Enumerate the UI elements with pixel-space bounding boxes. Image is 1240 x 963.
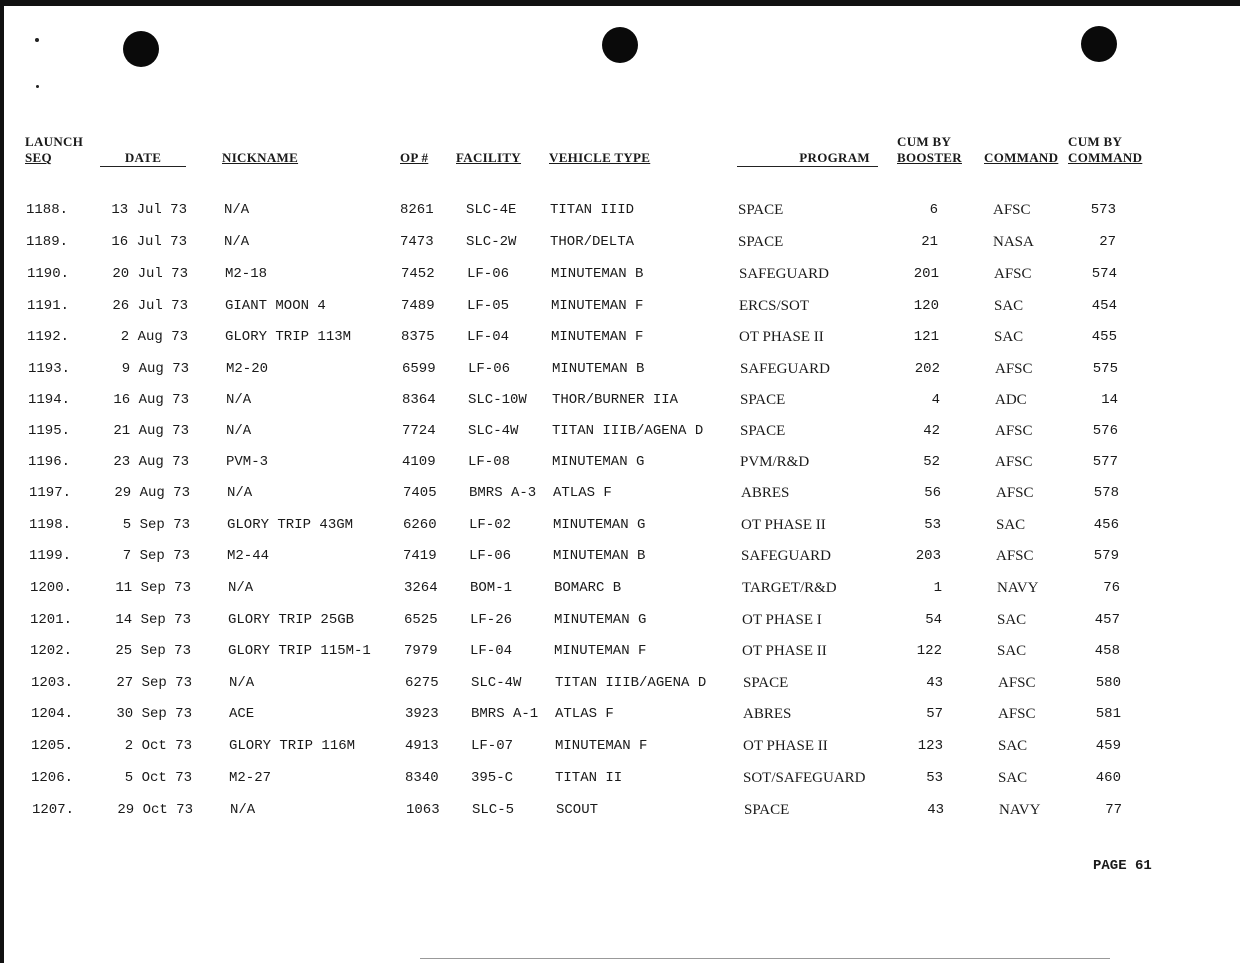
cell-cum-by-booster: 123 (917, 738, 943, 754)
cell-cum-by-booster: 53 (924, 517, 941, 533)
cell-command: SAC (998, 770, 1028, 786)
cell-seq: 1192. (27, 329, 70, 345)
cell-date: 5 Sep 73 (122, 517, 190, 533)
cell-program: ABRES (741, 485, 790, 501)
header-cum-by-command (1068, 134, 1142, 166)
cell-cum-by-command: 458 (1094, 643, 1120, 659)
cell-command: AFSC (996, 485, 1034, 501)
cell-program: SPACE (738, 234, 784, 250)
cell-cum-by-command: 579 (1093, 548, 1119, 564)
table-row (0, 360, 1240, 382)
page-top-border (0, 0, 1240, 6)
cell-nickname: N/A (224, 202, 250, 218)
cell-program: SAFEGUARD (740, 361, 831, 377)
header-cum-by-command-line2: COMMAND (1068, 150, 1143, 165)
cell-nickname: N/A (226, 392, 252, 408)
cell-op: 4109 (402, 454, 436, 470)
cell-command: AFSC (995, 361, 1033, 377)
cell-program: OT PHASE I (742, 612, 822, 628)
cell-vehicle-type: THOR/BURNER IIA (552, 392, 679, 408)
page-number: PAGE 61 (1093, 858, 1152, 874)
header-cum-by-command-line1: CUM BY (1068, 134, 1123, 149)
cell-cum-by-booster: 42 (923, 423, 940, 439)
cell-program: SPACE (744, 802, 790, 818)
cell-vehicle-type: MINUTEMAN B (551, 266, 644, 282)
cell-cum-by-command: 14 (1101, 392, 1118, 408)
cell-vehicle-type: MINUTEMAN F (551, 329, 644, 345)
cell-program: ABRES (743, 706, 792, 722)
cell-vehicle-type: TITAN IIIB/AGENA D (555, 675, 707, 691)
table-row (0, 579, 1240, 601)
cell-cum-by-booster: 43 (927, 802, 944, 818)
cell-program: SOT/SAFEGUARD (743, 770, 866, 786)
cell-date: 23 Aug 73 (113, 454, 189, 470)
table-row (0, 422, 1240, 444)
table-row (0, 547, 1240, 569)
cell-seq: 1191. (27, 298, 70, 314)
cell-facility: SLC-4W (468, 423, 519, 439)
table-row (0, 391, 1240, 413)
cell-facility: LF-07 (471, 738, 514, 754)
cell-cum-by-command: 27 (1099, 234, 1116, 250)
cell-seq: 1193. (28, 361, 71, 377)
cell-facility: LF-04 (467, 329, 510, 345)
cell-op: 6599 (402, 361, 436, 377)
cell-cum-by-booster: 201 (913, 266, 939, 282)
cell-nickname: M2-27 (229, 770, 272, 786)
cell-seq: 1206. (31, 770, 74, 786)
cell-date: 16 Jul 73 (111, 234, 187, 250)
cell-command: AFSC (993, 202, 1031, 218)
cell-cum-by-command: 455 (1091, 329, 1117, 345)
cell-program: OT PHASE II (739, 329, 824, 345)
header-launch-seq (25, 134, 83, 166)
header-program (737, 150, 878, 167)
cell-date: 25 Sep 73 (115, 643, 191, 659)
cell-cum-by-command: 578 (1093, 485, 1119, 501)
cell-vehicle-type: MINUTEMAN F (551, 298, 644, 314)
cell-facility: LF-08 (468, 454, 511, 470)
cell-nickname: N/A (226, 423, 252, 439)
cell-date: 29 Oct 73 (117, 802, 193, 818)
cell-cum-by-booster: 121 (913, 329, 939, 345)
table-row (0, 611, 1240, 633)
cell-op: 3264 (404, 580, 438, 596)
header-nickname-label: NICKNAME (222, 150, 299, 165)
table-row (0, 642, 1240, 664)
cell-command: NAVY (999, 802, 1041, 818)
cell-nickname: GIANT MOON 4 (225, 298, 326, 314)
scan-speck (36, 85, 39, 88)
cell-nickname: N/A (230, 802, 256, 818)
cell-cum-by-booster: 4 (931, 392, 940, 408)
cell-vehicle-type: MINUTEMAN G (553, 517, 646, 533)
cell-vehicle-type: MINUTEMAN F (554, 643, 647, 659)
cell-facility: LF-02 (469, 517, 512, 533)
cell-command: SAC (994, 298, 1024, 314)
cell-program: ERCS/SOT (739, 298, 810, 314)
cell-command: SAC (998, 738, 1028, 754)
cell-nickname: GLORY TRIP 115M-1 (228, 643, 371, 659)
cell-op: 3923 (405, 706, 439, 722)
cell-program: TARGET/R&D (742, 580, 837, 596)
cell-facility: SLC-10W (468, 392, 527, 408)
cell-command: AFSC (998, 706, 1036, 722)
cell-op: 7473 (400, 234, 434, 250)
cell-seq: 1199. (29, 548, 72, 564)
punch-hole-right (1081, 26, 1117, 62)
cell-command: AFSC (998, 675, 1036, 691)
cell-cum-by-booster: 202 (914, 361, 940, 377)
cell-date: 16 Aug 73 (113, 392, 189, 408)
cell-date: 11 Sep 73 (115, 580, 191, 596)
cell-nickname: N/A (229, 675, 255, 691)
cell-date: 14 Sep 73 (115, 612, 191, 628)
cell-date: 30 Sep 73 (116, 706, 192, 722)
punch-hole-center (602, 27, 638, 63)
cell-command: NAVY (997, 580, 1039, 596)
cell-op: 7724 (402, 423, 436, 439)
cell-date: 7 Sep 73 (122, 548, 190, 564)
cell-cum-by-command: 574 (1091, 266, 1117, 282)
cell-facility: BMRS A-3 (469, 485, 537, 501)
cell-facility: SLC-2W (466, 234, 517, 250)
header-nickname (222, 150, 298, 166)
cell-facility: 395-C (471, 770, 514, 786)
punch-hole-left (123, 31, 159, 67)
cell-vehicle-type: TITAN IIID (550, 202, 635, 218)
cell-vehicle-type: MINUTEMAN G (554, 612, 647, 628)
cell-op: 7979 (404, 643, 438, 659)
cell-cum-by-booster: 203 (915, 548, 941, 564)
cell-seq: 1190. (27, 266, 70, 282)
cell-command: SAC (997, 612, 1027, 628)
cell-op: 4913 (405, 738, 439, 754)
cell-cum-by-command: 577 (1092, 454, 1118, 470)
cell-command: SAC (994, 329, 1024, 345)
cell-cum-by-booster: 6 (929, 202, 938, 218)
cell-nickname: N/A (227, 485, 253, 501)
cell-op: 6275 (405, 675, 439, 691)
cell-program: SPACE (738, 202, 784, 218)
cell-program: SPACE (740, 423, 786, 439)
cell-cum-by-command: 454 (1091, 298, 1117, 314)
cell-seq: 1197. (29, 485, 72, 501)
table-row (0, 484, 1240, 506)
cell-cum-by-booster: 21 (921, 234, 938, 250)
cell-cum-by-command: 573 (1090, 202, 1116, 218)
cell-facility: SLC-5 (472, 802, 515, 818)
cell-cum-by-command: 580 (1095, 675, 1121, 691)
cell-program: OT PHASE II (743, 738, 828, 754)
cell-cum-by-command: 76 (1103, 580, 1120, 596)
cell-nickname: ACE (229, 706, 255, 722)
table-row (0, 233, 1240, 255)
cell-seq: 1195. (28, 423, 71, 439)
cell-op: 8364 (402, 392, 436, 408)
cell-nickname: GLORY TRIP 43GM (227, 517, 354, 533)
scan-speck (35, 38, 39, 42)
cell-op: 7405 (403, 485, 437, 501)
table-row (0, 328, 1240, 350)
cell-seq: 1188. (26, 202, 69, 218)
cell-command: NASA (993, 234, 1034, 250)
cell-cum-by-booster: 56 (924, 485, 941, 501)
cell-facility: SLC-4E (466, 202, 517, 218)
cell-seq: 1196. (28, 454, 71, 470)
cell-nickname: M2-18 (225, 266, 268, 282)
cell-nickname: M2-44 (227, 548, 270, 564)
cell-date: 9 Aug 73 (121, 361, 189, 377)
cell-nickname: GLORY TRIP 116M (229, 738, 356, 754)
cell-seq: 1194. (28, 392, 71, 408)
cell-op: 7419 (403, 548, 437, 564)
cell-seq: 1204. (31, 706, 74, 722)
cell-nickname: GLORY TRIP 25GB (228, 612, 355, 628)
cell-program: SPACE (743, 675, 789, 691)
header-launch-seq-line1: LAUNCH (25, 134, 84, 149)
cell-command: AFSC (995, 454, 1033, 470)
table-row (0, 705, 1240, 727)
cell-program: OT PHASE II (741, 517, 826, 533)
cell-program: SAFEGUARD (741, 548, 832, 564)
cell-seq: 1198. (29, 517, 72, 533)
table-row (0, 516, 1240, 538)
cell-cum-by-booster: 1 (933, 580, 942, 596)
cell-cum-by-command: 459 (1095, 738, 1121, 754)
cell-date: 2 Aug 73 (120, 329, 188, 345)
table-row (0, 297, 1240, 319)
cell-command: ADC (995, 392, 1027, 408)
cell-cum-by-booster: 57 (926, 706, 943, 722)
table-row (0, 265, 1240, 287)
cell-command: AFSC (995, 423, 1033, 439)
header-vehicle-type-label: VEHICLE TYPE (549, 150, 651, 165)
cell-facility: LF-06 (469, 548, 512, 564)
cell-op: 1063 (406, 802, 440, 818)
header-program-label: PROGRAM (799, 150, 870, 165)
cell-op: 7452 (401, 266, 435, 282)
cell-facility: LF-04 (470, 643, 513, 659)
table-row (0, 453, 1240, 475)
cell-cum-by-command: 456 (1093, 517, 1119, 533)
table-row (0, 769, 1240, 791)
cell-facility: BMRS A-1 (471, 706, 539, 722)
cell-date: 27 Sep 73 (116, 675, 192, 691)
cell-op: 6525 (404, 612, 438, 628)
cell-facility: SLC-4W (471, 675, 522, 691)
cell-cum-by-booster: 120 (913, 298, 939, 314)
cell-date: 5 Oct 73 (124, 770, 192, 786)
cell-program: PVM/R&D (740, 454, 810, 470)
header-op (400, 150, 428, 166)
cell-op: 8375 (401, 329, 435, 345)
cell-seq: 1201. (30, 612, 73, 628)
cell-vehicle-type: SCOUT (556, 802, 599, 818)
cell-seq: 1207. (32, 802, 75, 818)
cell-cum-by-booster: 43 (926, 675, 943, 691)
cell-vehicle-type: ATLAS F (555, 706, 614, 722)
cell-date: 26 Jul 73 (112, 298, 188, 314)
header-date (100, 150, 186, 167)
page-bottom-rule (420, 958, 1110, 959)
cell-vehicle-type: MINUTEMAN G (552, 454, 645, 470)
cell-command: AFSC (996, 548, 1034, 564)
table-row (0, 737, 1240, 759)
header-cum-by-booster (897, 134, 962, 166)
header-facility (456, 150, 521, 166)
cell-facility: BOM-1 (470, 580, 513, 596)
cell-cum-by-command: 581 (1095, 706, 1121, 722)
cell-facility: LF-06 (468, 361, 511, 377)
cell-cum-by-booster: 54 (925, 612, 942, 628)
cell-vehicle-type: MINUTEMAN B (553, 548, 646, 564)
cell-nickname: GLORY TRIP 113M (225, 329, 352, 345)
cell-op: 7489 (401, 298, 435, 314)
header-command-label: COMMAND (984, 150, 1059, 165)
cell-command: SAC (996, 517, 1026, 533)
header-launch-seq-line2: SEQ (25, 150, 52, 165)
header-command (984, 150, 1058, 166)
header-date-label: DATE (124, 150, 162, 165)
cell-nickname: N/A (224, 234, 250, 250)
cell-facility: LF-05 (467, 298, 510, 314)
cell-seq: 1202. (30, 643, 73, 659)
cell-cum-by-command: 575 (1092, 361, 1118, 377)
cell-date: 2 Oct 73 (124, 738, 192, 754)
cell-op: 8340 (405, 770, 439, 786)
cell-cum-by-command: 457 (1094, 612, 1120, 628)
cell-nickname: N/A (228, 580, 254, 596)
cell-cum-by-booster: 52 (923, 454, 940, 470)
cell-seq: 1189. (26, 234, 69, 250)
cell-facility: LF-26 (470, 612, 513, 628)
cell-vehicle-type: MINUTEMAN F (555, 738, 648, 754)
cell-cum-by-command: 460 (1095, 770, 1121, 786)
header-op-label: OP # (400, 150, 429, 165)
table-row (0, 674, 1240, 696)
table-row (0, 801, 1240, 823)
cell-vehicle-type: TITAN II (555, 770, 623, 786)
cell-cum-by-booster: 53 (926, 770, 943, 786)
header-cum-by-booster-line2: BOOSTER (897, 150, 962, 165)
header-vehicle-type (549, 150, 650, 166)
cell-date: 13 Jul 73 (111, 202, 187, 218)
cell-cum-by-command: 576 (1092, 423, 1118, 439)
cell-program: SAFEGUARD (739, 266, 830, 282)
cell-program: OT PHASE II (742, 643, 827, 659)
cell-date: 20 Jul 73 (112, 266, 188, 282)
cell-op: 6260 (403, 517, 437, 533)
cell-seq: 1203. (31, 675, 74, 691)
cell-nickname: M2-20 (226, 361, 269, 377)
table-row (0, 201, 1240, 223)
cell-date: 29 Aug 73 (114, 485, 190, 501)
cell-vehicle-type: BOMARC B (554, 580, 622, 596)
cell-nickname: PVM-3 (226, 454, 269, 470)
header-cum-by-booster-line1: CUM BY (897, 134, 952, 149)
cell-cum-by-booster: 122 (916, 643, 942, 659)
cell-seq: 1200. (30, 580, 73, 596)
cell-vehicle-type: THOR/DELTA (550, 234, 635, 250)
cell-date: 21 Aug 73 (113, 423, 189, 439)
cell-facility: LF-06 (467, 266, 510, 282)
cell-vehicle-type: TITAN IIIB/AGENA D (552, 423, 704, 439)
cell-vehicle-type: MINUTEMAN B (552, 361, 645, 377)
cell-program: SPACE (740, 392, 786, 408)
cell-seq: 1205. (31, 738, 74, 754)
cell-op: 8261 (400, 202, 434, 218)
cell-vehicle-type: ATLAS F (553, 485, 612, 501)
cell-cum-by-command: 77 (1105, 802, 1122, 818)
cell-command: SAC (997, 643, 1027, 659)
cell-command: AFSC (994, 266, 1032, 282)
header-facility-label: FACILITY (456, 150, 522, 165)
